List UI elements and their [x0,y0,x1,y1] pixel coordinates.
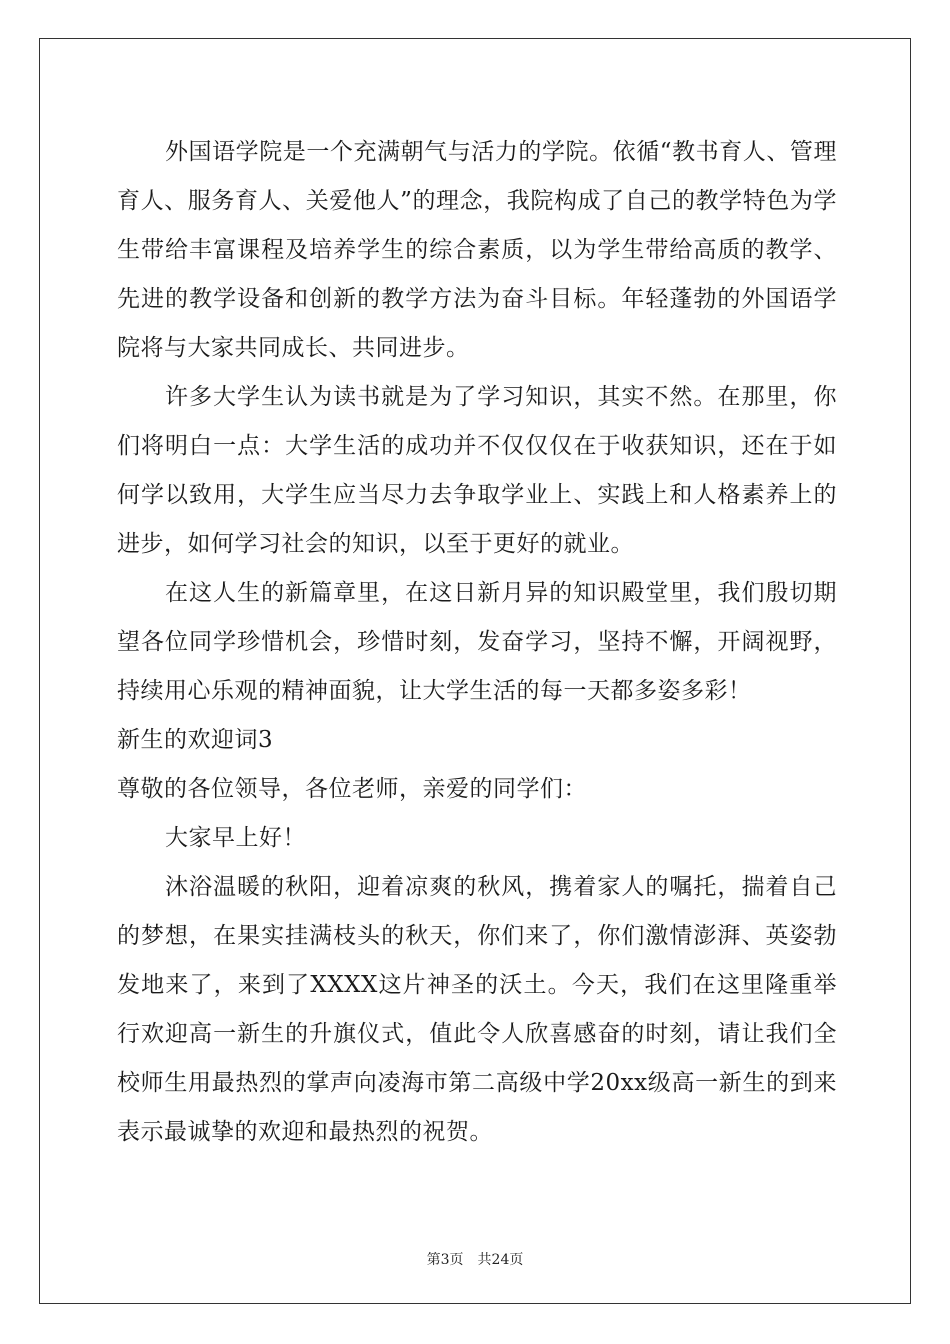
salutation: 尊敬的各位领导，各位老师，亲爱的同学们： [117,776,587,802]
page-total: 共24页 [477,1252,524,1268]
page-number: 第3页 [426,1252,464,1268]
section-heading: 新生的欢迎词3 [117,727,274,753]
document-body [117,128,837,1157]
paragraph-3: 在这人生的新篇章里，在这日新月异的知识殿堂里，我们殷切期望各位同学珍惜机会，珍惜时刻，发奋学习，坚持不懈，开阔视野，持续用心乐观的精神面貌，让大学生活的每一天都多姿多彩！ [117,580,837,704]
greeting: 大家早上好！ [165,825,306,851]
paragraph-1: 外国语学院是一个充满朝气与活力的学院。依循“教书育人、管理育人、服务育人、关爱他人”的理念，我院构成了自己的教学特色为学生带给丰富课程及培养学生的综合素质，以为学生带给高质的教学、先进的教学设备和创新的教学方法为奋斗目标。年轻蓬勃的外国语学院将与大家共同成长、共同进步。 [117,139,837,361]
page-footer [0,1249,950,1269]
paragraph-2: 许多大学生认为读书就是为了学习知识，其实不然。在那里，你们将明白一点：大学生活的成功并不仅仅仅在于收获知识，还在于如何学以致用，大学生应当尽力去争取学业上、实践上和人格素养上的进步，如何学习社会的知识，以至于更好的就业。 [117,384,837,557]
paragraph-welcome: 沐浴温暖的秋阳，迎着凉爽的秋风，携着家人的嘱托，揣着自己的梦想，在果实挂满枝头的秋天，你们来了，你们激情澎湃、英姿勃发地来了，来到了XXXX这片神圣的沃土。今天，我们在这里隆重举行欢迎高一新生的升旗仪式，值此令人欣喜感奋的时刻，请让我们全校师生用最热烈的掌声向凌海市第二高级中学20xx级高一新生的到来表示最诚挚的欢迎和最热烈的祝贺。 [117,874,837,1145]
